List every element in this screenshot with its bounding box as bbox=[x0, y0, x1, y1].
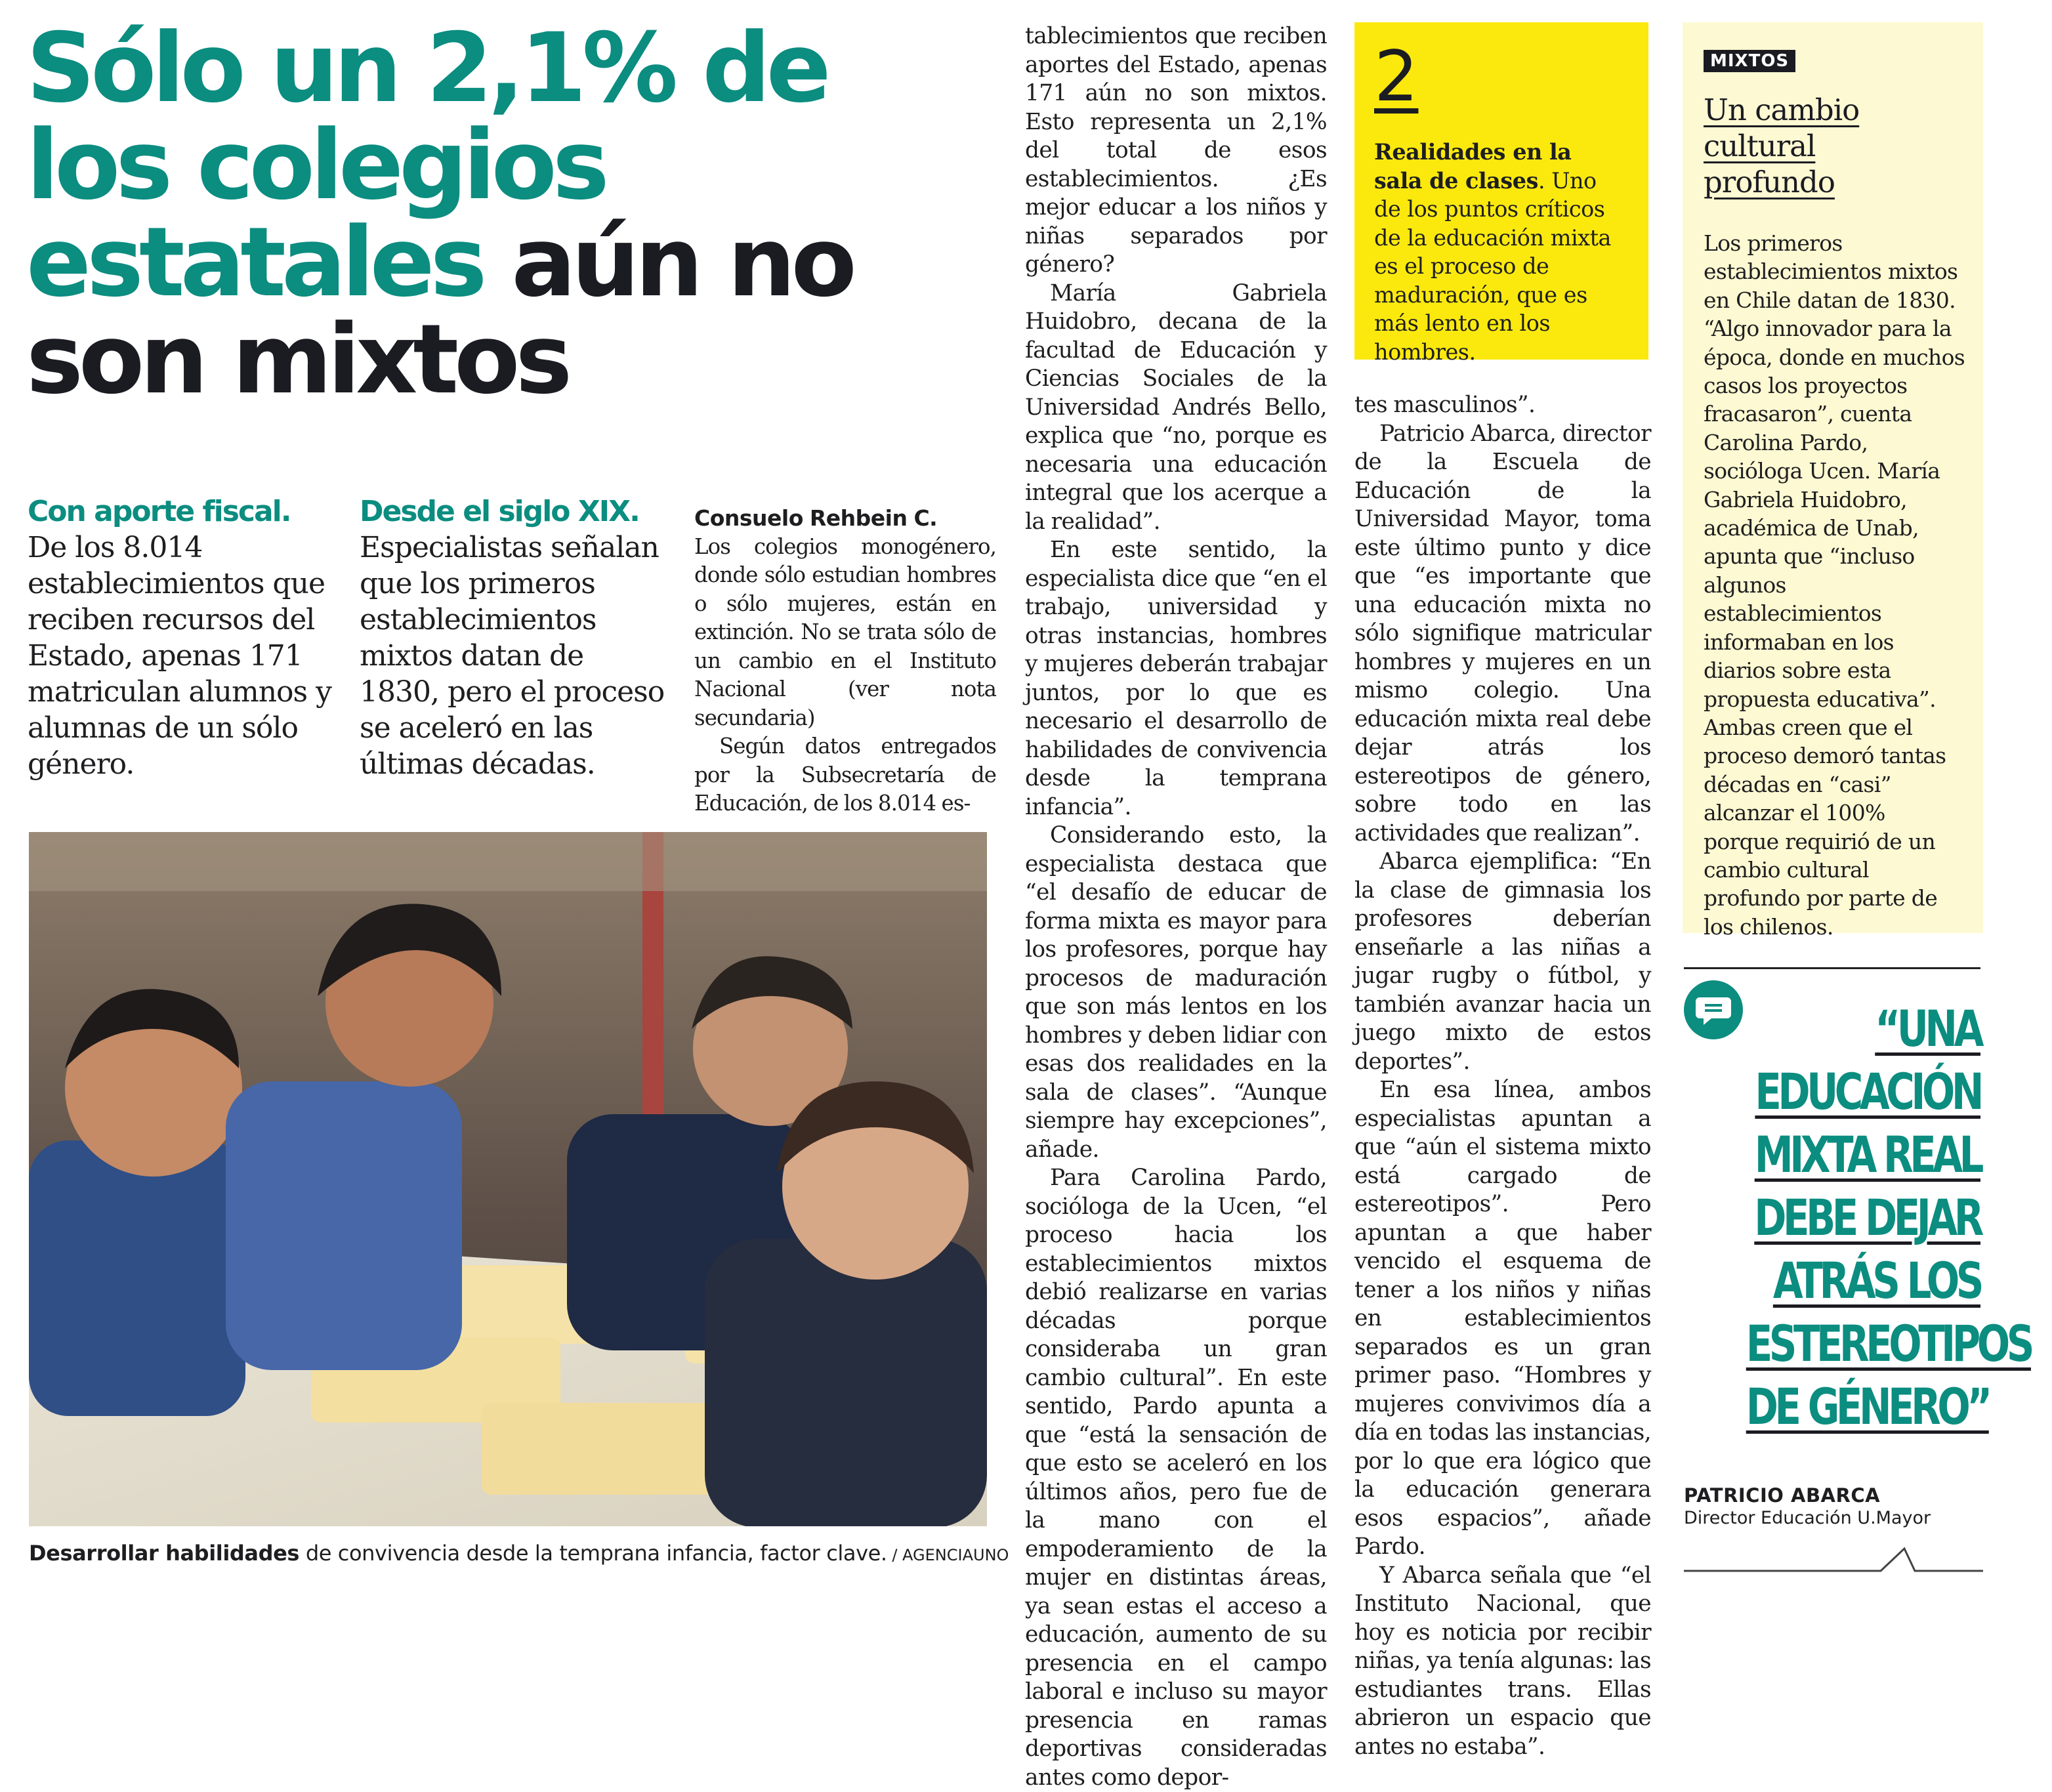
quote-line: ESTEREOTIPOS bbox=[1746, 1314, 2031, 1373]
paragraph: tes masculinos”. bbox=[1354, 392, 1536, 418]
sidebar-title-line: cultural bbox=[1704, 129, 1816, 163]
quote-line: MIXTA REAL bbox=[1754, 1125, 1980, 1184]
paragraph: En esa línea, ambos especialistas apuntan a que “aún el sistema mixto está cargado de estereotipos”. Pero apuntan a que haber vencido el esquema de tener a los niños y niñas en establecimientos separados es un gran primer paso. “Hombres y mujeres convivimos día a día en todas las instancias, por lo que era lógico que la educación generara esos espacios”, añade Pardo. bbox=[1354, 1077, 1651, 1560]
deck-item-2 bbox=[360, 493, 668, 782]
sidebar-box bbox=[1683, 22, 1983, 940]
paragraph: Según datos entregados por la Subsecretaría de Educación, de los 8.014 es- bbox=[694, 734, 996, 816]
paragraph: Para Carolina Pardo, socióloga de la Ucen, “el proceso hacia los establecimientos mixtos debió realizarse en varias décadas porque consideraba un gran cambio cultural”. En este sentido, Pardo apunta a que “está la sensación de que esto se aceleró en los últimos años, pero fue de la mano con el empoderamiento de la mujer en distintas áreas, ya sean estas el acceso a educación, aumento de su presencia en el campo laboral e incluso su mayor presencia en ramas deportivas consideradas antes como depor- bbox=[1025, 1165, 1327, 1791]
quote-footer-rule bbox=[1684, 1546, 1983, 1575]
sidebar-title-line: profundo bbox=[1704, 165, 1835, 199]
sidebar-title bbox=[1704, 92, 1966, 200]
caption-bold: Desarrollar habilidades bbox=[29, 1541, 300, 1566]
fact-text bbox=[1374, 138, 1625, 366]
quote-author: PATRICIO ABARCA bbox=[1684, 1484, 1881, 1507]
sidebar-body: Los primeros establecimientos mixtos en Chile datan de 1830. “Algo innovador para la época, donde en muchos casos los proyectos fracasaron”, cuenta Carolina Pardo, socióloga Ucen. María Gabriela Huidobro, académica de Unab, apunta que “incluso algunos establecimientos informaban en los diarios sobre esta propuesta educativa”. Ambas creen que el proceso demoró tantas décadas en “casi” alcanzar el 100% porque requirió de un cambio cultural profundo por parte de los chilenos. bbox=[1704, 230, 1965, 940]
speech-bubble-icon bbox=[1684, 980, 1743, 1039]
pull-quote bbox=[1746, 997, 2031, 1438]
paragraph: En este sentido, la especialista dice que “en el trabajo, universidad y otras instancias, hombres y mujeres deberán trabajar juntos, por lo que es necesario el desarrollo de habilidades de convivencia desde la temprana infancia”. bbox=[1025, 537, 1327, 820]
deck-text: De los 8.014 establecimientos que reciben recursos del Estado, apenas 171 matriculan alumnos y alumnas de un sólo género. bbox=[28, 531, 331, 781]
caption-text: de convivencia desde la temprana infancia, factor clave. bbox=[299, 1541, 887, 1566]
deck-lead: Desde el siglo XIX. bbox=[360, 495, 639, 528]
body-column-3 bbox=[1354, 391, 1651, 1761]
headline-green: Sólo un 2,1% de los colegios estatales bbox=[26, 12, 827, 318]
byline: Consuelo Rehbein C. bbox=[694, 505, 938, 531]
body-column-1 bbox=[694, 504, 996, 818]
deck-text: Especialistas señalan que los primeros establecimientos mixtos datan de 1830, pero el proceso se aceleró en las últimas décadas. bbox=[360, 531, 665, 781]
deck-lead: Con aporte fiscal. bbox=[28, 495, 291, 528]
sidebar-tag: MIXTOS bbox=[1704, 50, 1795, 72]
quote-line: EDUCACIÓN bbox=[1755, 1062, 1980, 1121]
photo-caption bbox=[29, 1541, 1009, 1566]
fact-number: 2 bbox=[1374, 36, 1419, 117]
quote-line: DEBE DEJAR bbox=[1754, 1188, 1980, 1247]
fact-body: . Uno de los puntos críticos de la educación mixta es el proceso de maduración, que es más lento en los hombres. bbox=[1374, 167, 1612, 365]
quote-line: “UNA bbox=[1875, 999, 1980, 1058]
paragraph: Y Abarca señala que “el Instituto Nacional, que hoy es noticia por recibir niñas, ya tenía algunas: las estudiantes trans. Ellas abrieron un espacio que antes no estaba”. bbox=[1354, 1562, 1651, 1760]
paragraph: Considerando esto, la especialista destaca que “el desafío de educar de forma mixta es mayor para los profesores, porque hay procesos de maduración que son más lentos en los hombres y deben lidiar con esas dos realidades en la sala de clases”. “Aunque siempre hay excepciones”, añade. bbox=[1025, 822, 1327, 1163]
sidebar-title-line: Un cambio bbox=[1704, 93, 1860, 127]
photo-credit: / AGENCIAUNO bbox=[887, 1546, 1009, 1564]
quote-rule bbox=[1684, 967, 1980, 969]
headline bbox=[26, 12, 984, 415]
quote-line: ATRÁS LOS bbox=[1772, 1251, 1980, 1310]
headline-dark: aún no son mixtos bbox=[26, 207, 852, 415]
paragraph: tablecimientos que reciben aportes del Estado, apenas 171 aún no son mixtos. Esto representa un 2,1% del total de esos establecimientos. ¿Es mejor educar a los niños y niñas separados por género? bbox=[1025, 23, 1327, 278]
body-column-2 bbox=[1025, 22, 1327, 1792]
fact-box bbox=[1354, 22, 1648, 365]
paragraph: Abarca ejemplifica: “En la clase de gimnasia los profesores deberían enseñarle a las niñas a jugar rugby o fútbol, y también avanzar hacia un juego mixto de estos deportes”. bbox=[1354, 848, 1651, 1075]
quote-line: DE GÉNERO” bbox=[1746, 1377, 1989, 1436]
paragraph: Los colegios monogénero, donde sólo estudian hombres o sólo mujeres, están en extinción. No se trata sólo de un cambio en el Instituto Nacional (ver nota secundaria) bbox=[694, 533, 996, 730]
fact-lead: Realidades en la sala de clases bbox=[1374, 139, 1572, 194]
paragraph: Patricio Abarca, director de la Escuela de Educación de la Universidad Mayor, toma este último punto y dice que “es importante que una educación mixta no sólo signifique matricular hombres y mujeres en un mismo colegio. Una educación mixta real debe dejar atrás los estereotipos de género, sobre todo en las actividades que realizan”. bbox=[1354, 420, 1651, 846]
deck-item-1 bbox=[28, 493, 336, 782]
photo-illustration bbox=[29, 832, 987, 1526]
quote-role: Director Educación U.Mayor bbox=[1684, 1508, 1931, 1528]
paragraph: María Gabriela Huidobro, decana de la facultad de Educación y Ciencias Sociales de la Universidad Andrés Bello, explica que “no, porque es necesaria una educación integral que los acerque a la realidad”. bbox=[1025, 280, 1327, 535]
photo-children-eating bbox=[29, 832, 987, 1526]
